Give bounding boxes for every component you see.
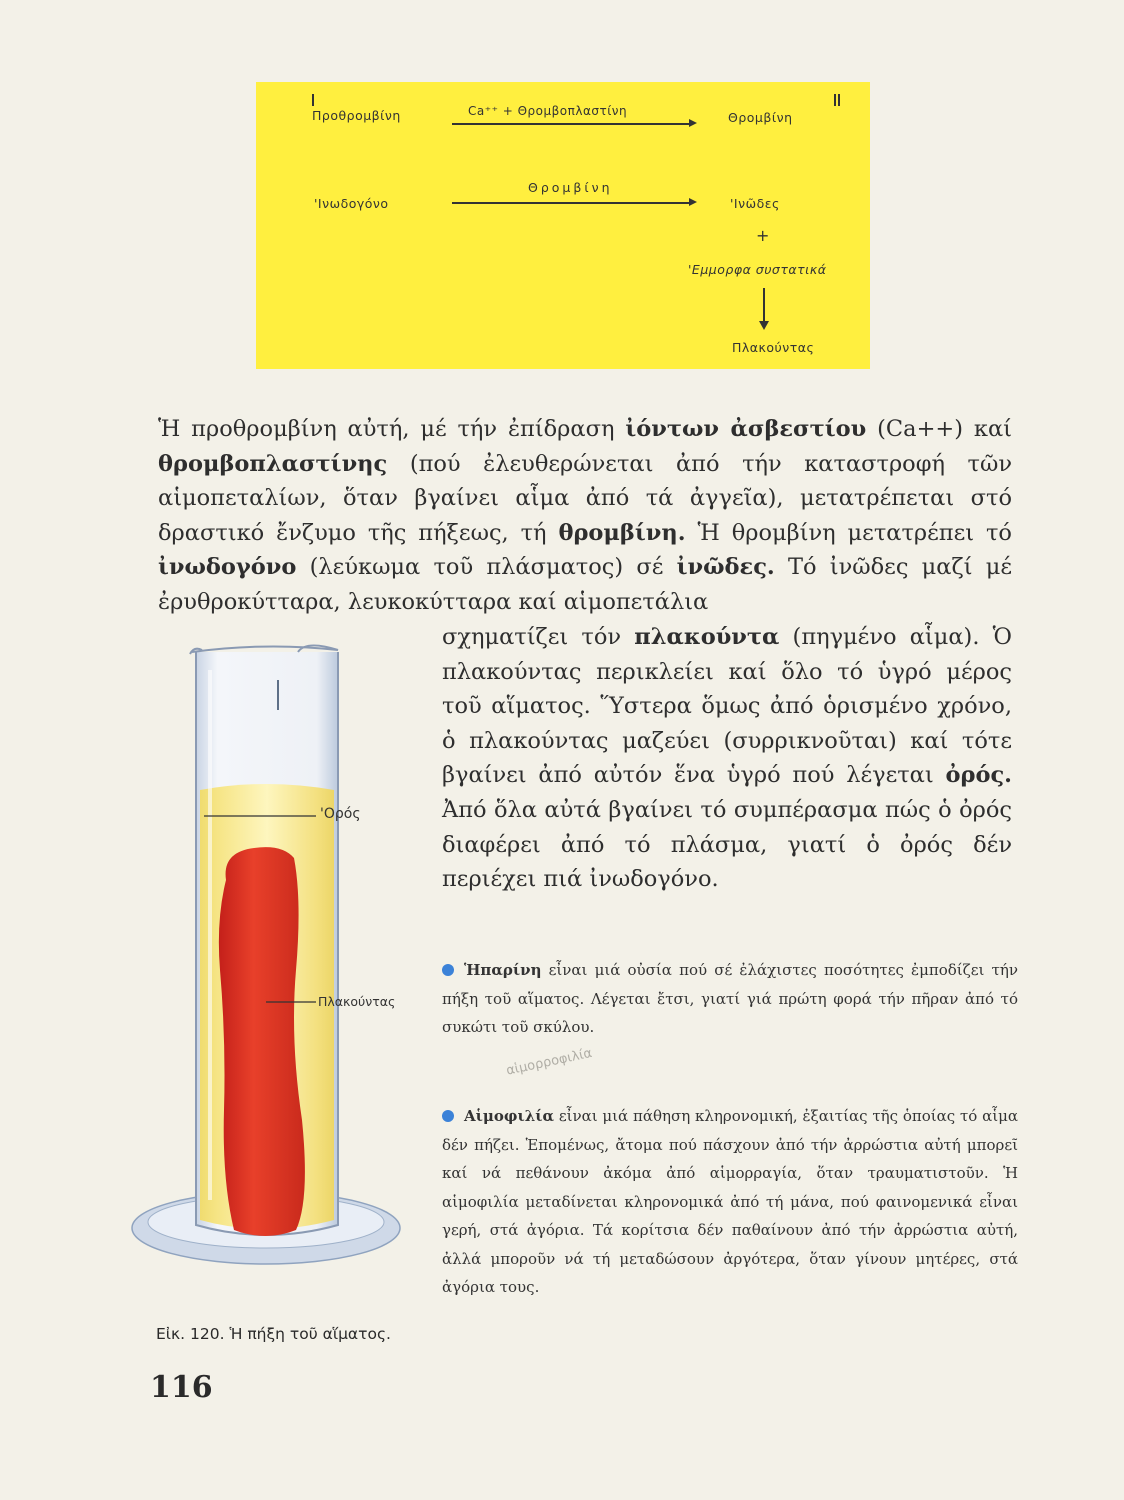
p2-text-1: σχηματίζει τόν xyxy=(442,624,635,650)
scheme-tick-right-2 xyxy=(838,94,840,106)
p2-text-2: (πηγμένο αἷμα). Ὁ πλακούντας περικλείει καί ὅλο τό ὑγρό μέρος τοῦ αἵματος. Ὕστερα ὅμως ἀπό ὁρισμένο χρόνο, ὁ πλακούντας μαζεύει (συρρικνοῦται) καί τότε βγαίνει ἀπό αὐτόν ἕνα ὑγρό πού λέγεται xyxy=(442,624,1012,789)
term-clot: πλακούντα xyxy=(634,624,780,650)
figure-caption: Εἰκ. 120. Ἡ πήξη τοῦ αἵματος. xyxy=(156,1325,391,1343)
term-hemophilia: Αἱμοφιλία xyxy=(464,1107,555,1125)
down-arrow xyxy=(763,288,765,322)
paragraph-clot xyxy=(442,620,1012,897)
term-thrombin: θρομβίνη. xyxy=(558,519,686,546)
reaction2-arrow xyxy=(452,202,690,204)
prothrombin-label: Προθρομβίνη xyxy=(312,108,401,123)
term-heparin: Ἡπαρίνη xyxy=(464,961,542,979)
scheme-tick-right xyxy=(834,94,836,106)
note-hemophilia xyxy=(442,1102,1018,1302)
term-thromboplastin: θρομβοπλαστίνης xyxy=(158,450,388,477)
reaction2-agent: Θρομβίνη xyxy=(528,180,613,195)
plus-sign: + xyxy=(756,226,770,245)
term-calcium-ions: ἰόντων ἀσβεστίου xyxy=(625,416,867,442)
p1-text-2: (Ca++) καί xyxy=(866,416,1012,442)
clot-label: Πλακούντας xyxy=(732,340,815,355)
term-fibrin: ἰνῶδες. xyxy=(676,554,775,581)
page-number: 116 xyxy=(150,1370,213,1405)
fibrin-label: 'Ινῶδες xyxy=(730,196,780,211)
p1-text-5: (λεύκωμα τοῦ πλάσματος) σέ xyxy=(296,554,677,581)
coagulation-scheme xyxy=(256,82,870,369)
fibrinogen-label: 'Ινωδογόνο xyxy=(314,196,389,211)
p1-text-4: Ἡ θρομβίνη μετατρέπει τό xyxy=(685,519,1012,546)
heparin-text: εἶναι μιά οὐσία πού σέ ἐλάχιστες ποσότητες ἐμποδίζει τήν πήξη τοῦ αἵματος. Λέγεται ἔτσι, γιατί γιά πρώτη φορά τήν πῆραν ἀπό τό συκώτι τοῦ σκύλου. xyxy=(442,961,1018,1036)
p2-text-3: Ἀπό ὅλα αὐτά βγαίνει τό συμπέρασμα πώς ὁ ὀρός διαφέρει ἀπό τό πλάσμα, γιατί ὁ ὀρός δέν περιέχει πιά ἰνωδογόνο. xyxy=(442,796,1012,893)
reaction1-arrow xyxy=(452,123,690,125)
clot-figure-label: Πλακούντας xyxy=(318,994,396,1009)
scheme-tick-left xyxy=(312,94,314,106)
note-heparin xyxy=(442,956,1018,1042)
reaction1-agent: Ca⁺⁺ + Θρομβοπλαστίνη xyxy=(468,104,628,118)
p1-text-6: Τό ἰνῶδες μαζί μέ ἐρυθροκύτταρα, λευκοκύτταρα καί αἱμοπετάλια xyxy=(158,554,1012,615)
p1-text-3: (πού ἐλευθερώνεται ἀπό τήν καταστροφή τῶν αἱμοπεταλίων, ὅταν βγαίνει αἷμα ἀπό τά ἀγγεῖα), μετατρέπεται στό δραστικό ἔνζυμο τῆς πήξεως, τή xyxy=(158,450,1012,546)
cylinder-illustration xyxy=(126,640,446,1300)
paragraph-coagulation xyxy=(158,412,1012,620)
serum-label: 'Ορός xyxy=(320,806,361,822)
hemophilia-text: εἶναι μιά πάθηση κληρονομική, ἐξαιτίας τῆς ὁποίας τό αἷμα δέν πήζει. Ἑπομένως, ἄτομα πού πάσχουν ἀπό τήν ἀρρώστια αὐτή μπορεῖ καί νά πεθάνουν ἀκόμα ἀπό αἱμορραγία, ὅταν τραυματιστοῦν. Ἡ αἱμοφιλία μεταδίνεται κληρονομικά ἀπό τή μάνα, πού φαινομενικά εἶναι γερή, στά ἀγόρια. Τά κορίτσια δέν παθαίνουν ἀπό τήν ἀρρώστια αὐτή, ἀλλά μποροῦν νά τή μεταδώσουν ἀργότερα, ὅταν γίνουν μητέρες, στά ἀγόρια τους. xyxy=(442,1107,1018,1296)
term-serum: ὀρός. xyxy=(945,762,1012,789)
term-fibrinogen: ἰνωδογόνο xyxy=(158,554,297,581)
cylinder-figure xyxy=(126,640,446,1300)
clot-shape xyxy=(219,847,305,1236)
cylinder-spout xyxy=(192,645,338,652)
thrombin-label: Θρομβίνη xyxy=(728,110,793,125)
p1-text-1: Ἡ προθρομβίνη αὐτή, μέ τήν ἐπίδραση xyxy=(158,416,626,442)
formed-elements-label: 'Εμμορφα συστατικά xyxy=(688,262,827,277)
handwritten-note: αἱμορροφιλία xyxy=(505,1045,594,1079)
